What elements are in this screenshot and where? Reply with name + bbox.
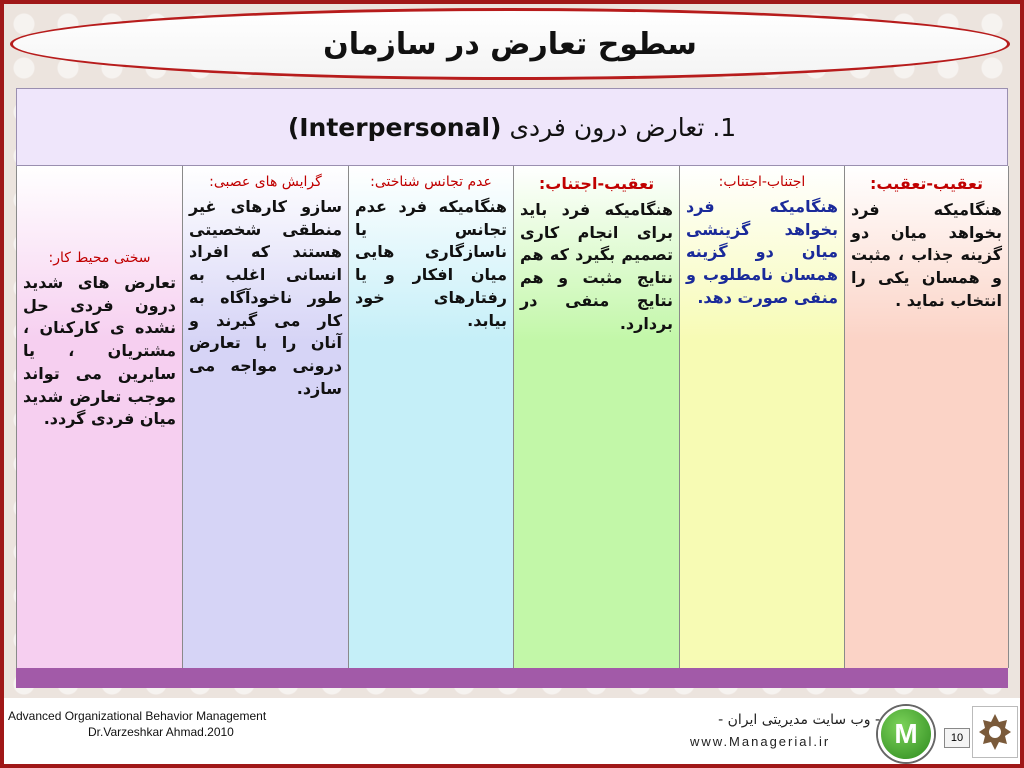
column-approach-avoidance [514,166,680,668]
section-header-text [288,113,736,142]
column-body: هنگامیکه فرد بخواهد میان دو گزینه جذاب ، مثبت و همسان یکی را انتخاب نماید . [851,200,1002,310]
university-logo-icon [972,706,1018,758]
author-name: Dr.Varzeshkar Ahmad.2010 [88,725,234,739]
column-avoidance-avoidance [680,166,845,668]
column-approach-approach [845,166,1009,668]
title-banner [10,8,1010,80]
section-header [16,88,1008,166]
footer [0,698,1024,768]
page-title: سطوح تعارض در سازمان [323,26,697,62]
column-body: سازو کارهای غیر منطقی شخصیتی هستند که افراد انسانی اغلب به طور ناخودآگاه به کار می گیرند و آنان را با تعارض درونی مواجه می سازد. [189,197,342,398]
site-url[interactable]: www.Managerial.ir [690,734,831,749]
logo-letter: M [894,718,918,749]
column-heading: اجتناب-اجتناب: [718,174,806,190]
column-body: تعارض های شدید درون فردی حل نشده ی کارکنان ، مشتریان ، یا سایرین می تواند موجب تعارض شدید میان فردی گردد. [23,273,176,429]
column-body: هنگامیکه فرد عدم تجانس یا ناسازگاری هایی میان افکار و یا رفتارهای خود بیابد. [355,197,507,330]
page-number: 10 [944,728,970,748]
section-title-en: (Interpersonal) [287,112,502,142]
bottom-strip [16,668,1008,688]
footer-credits [8,708,266,740]
course-name: Advanced Organizational Behavior Management [8,709,267,723]
column-work-environment [17,166,183,668]
site-name-fa: - وب سایت مدیریتی ایران - [718,712,880,728]
column-cognitive-dissonance [349,166,514,668]
column-heading: عدم تجانس شناختی: [370,174,492,190]
column-heading: تعقیب-تعقیب: [869,174,984,193]
column-neurotic-tendencies [183,166,349,668]
column-heading: سختی محیط کار: [48,250,151,266]
footer-site [690,712,880,749]
columns-table [16,166,1009,668]
managerial-logo-icon [878,706,934,762]
section-title-fa: تعارض درون فردی [509,112,705,142]
section-number: 1. [712,112,737,142]
column-body: هنگامیکه فرد بخواهد گزینشی میان دو گزینه همسان نامطلوب و منفی صورت دهد. [686,197,838,307]
column-body: هنگامیکه فرد باید برای انجام کاری تصمیم بگیرد که هم نتایج مثبت و هم نتایج منفی در بردارد. [520,200,673,333]
column-heading: تعقیب-اجتناب: [538,174,655,193]
column-heading: گرایش های عصبی: [209,174,322,190]
